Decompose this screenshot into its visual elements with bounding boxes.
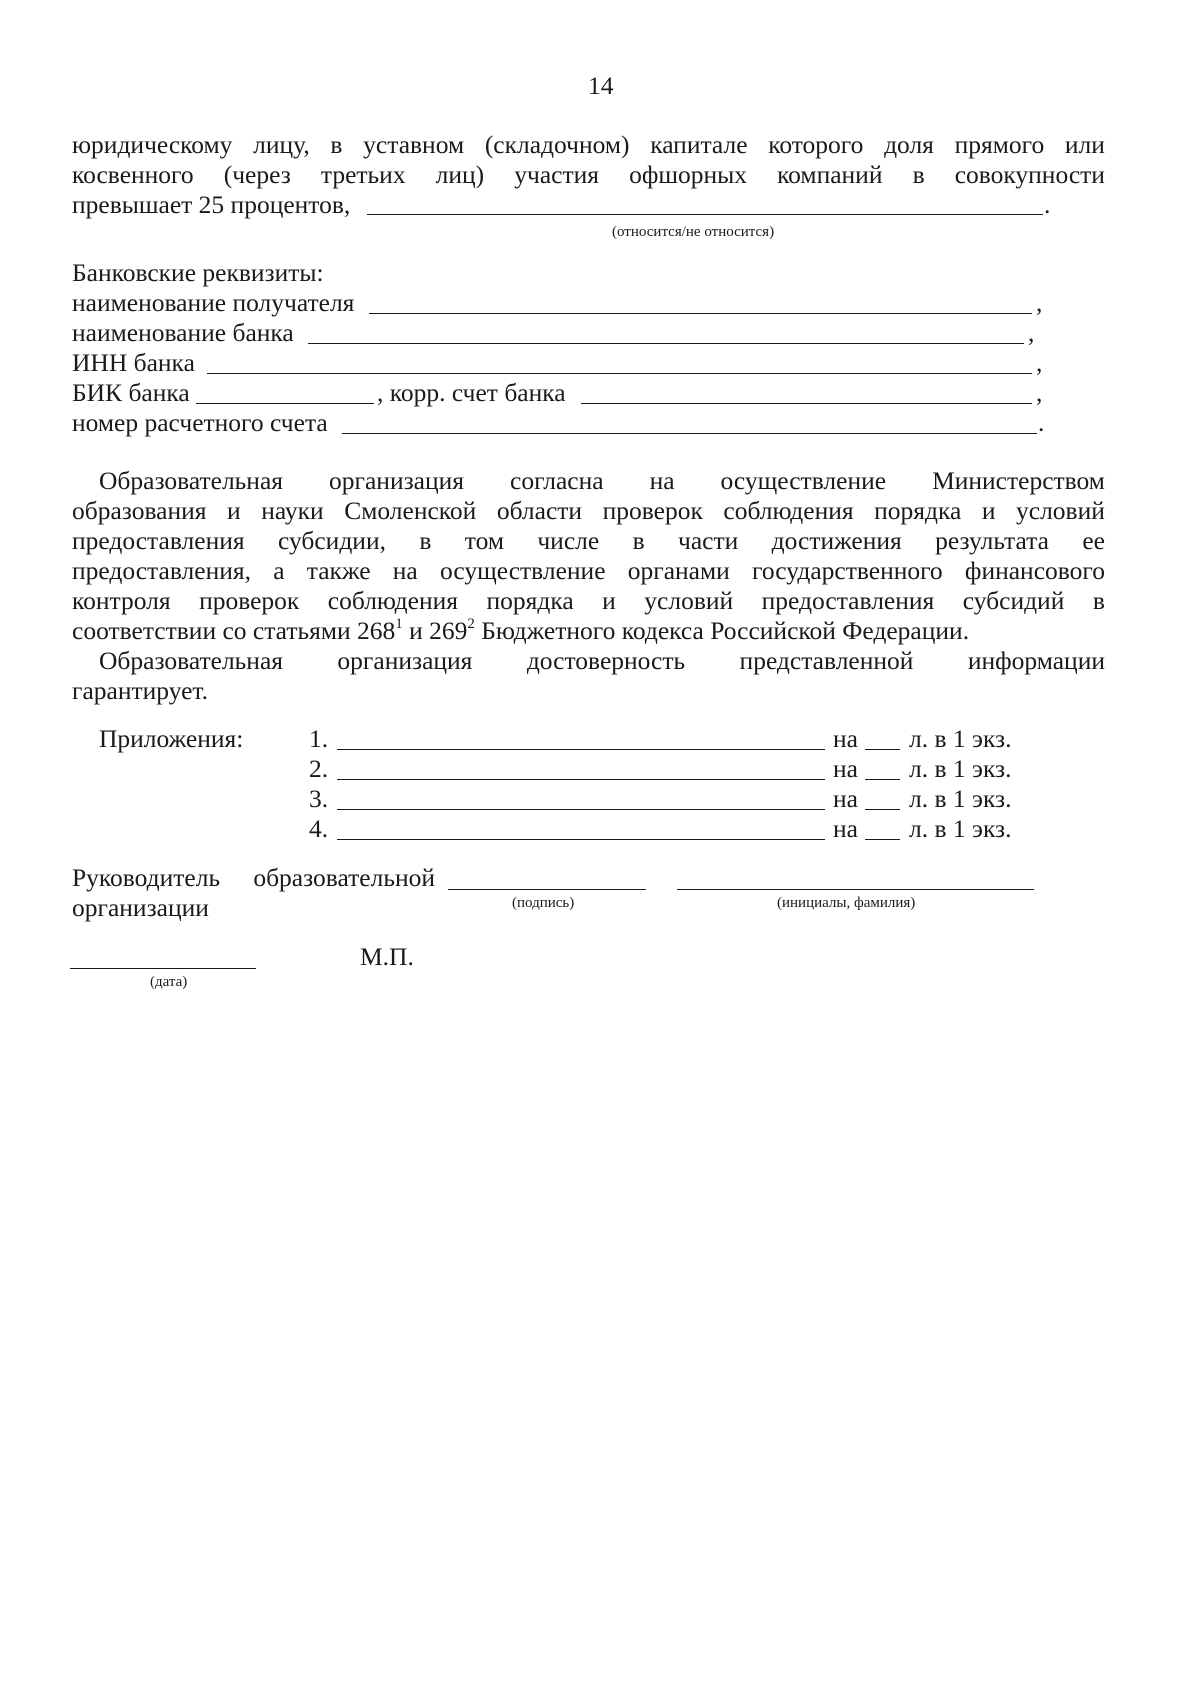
word: лицу, [253, 130, 310, 159]
word: на [392, 556, 418, 585]
word: образования [72, 496, 207, 525]
attachment-name-field[interactable] [337, 779, 825, 780]
word: органами [627, 556, 730, 585]
corr-comma: , [1036, 378, 1043, 407]
word: Руководитель [72, 863, 221, 892]
word: науки [261, 496, 324, 525]
word: условий [1016, 496, 1105, 525]
consent-line-5 [72, 585, 1105, 617]
word: проверок [199, 586, 300, 615]
attachment-suffix: л. в 1 экз. [909, 814, 1012, 843]
word: третьих [320, 160, 406, 189]
word: юридическому [72, 130, 233, 159]
corr-label: , корр. счет банка [377, 378, 566, 407]
word: соблюдения [723, 496, 854, 525]
consent-line-4 [72, 555, 1105, 587]
word: субсидий [962, 586, 1065, 615]
date-caption: (дата) [150, 974, 188, 990]
word: Образовательная [99, 646, 284, 675]
word: и [602, 586, 616, 615]
word: на [649, 466, 675, 495]
word: косвенного [72, 160, 194, 189]
word: том [464, 526, 504, 555]
word: государственного [752, 556, 943, 585]
recipient-comma: , [1036, 288, 1043, 317]
attachment-pages-field[interactable] [865, 779, 900, 780]
word: образовательной [253, 863, 435, 892]
head-title-line-2: организации [72, 893, 209, 922]
page-number: 14 [588, 71, 614, 100]
attachment-name-field[interactable] [337, 839, 825, 840]
bik-field[interactable] [196, 403, 374, 404]
word: Смоленской [344, 496, 477, 525]
word: в [632, 526, 645, 555]
word: Образовательная [99, 466, 284, 495]
word: в [330, 130, 343, 159]
name-caption: (инициалы, фамилия) [777, 895, 916, 911]
account-label: номер расчетного счета [72, 408, 328, 437]
intro-line-3-end: . [1044, 190, 1051, 219]
head-title-line-1 [72, 862, 435, 894]
attachment-number: 4. [309, 814, 329, 843]
word: которого [768, 130, 864, 159]
offshore-field[interactable] [367, 214, 1043, 215]
word: в [419, 526, 432, 555]
attachment-na: на [833, 724, 858, 753]
recipient-label: наименование получателя [72, 288, 355, 317]
bank-name-label: наименование банка [72, 318, 294, 347]
word: осуществление [439, 556, 606, 585]
word: финансового [964, 556, 1105, 585]
intro-line-2 [72, 159, 1105, 191]
attachment-suffix: л. в 1 экз. [909, 724, 1012, 753]
word: субсидии, [277, 526, 386, 555]
word: и [227, 496, 241, 525]
attachment-number: 1. [309, 724, 329, 753]
date-field[interactable] [70, 968, 256, 969]
word: осуществление [720, 466, 887, 495]
attachment-name-field[interactable] [337, 809, 825, 810]
guarantee-line-1 [99, 645, 1105, 677]
inn-label: ИНН банка [72, 348, 195, 377]
word: соблюдения [327, 586, 458, 615]
word: порядка [874, 496, 962, 525]
word: Министерством [932, 466, 1105, 495]
word: капитале [650, 130, 748, 159]
signature-caption: (подпись) [512, 895, 575, 911]
word: предоставления [72, 526, 245, 555]
word: числе [537, 526, 600, 555]
name-field[interactable] [677, 889, 1034, 890]
word: участия [514, 160, 599, 189]
inn-comma: , [1036, 348, 1043, 377]
corr-account-field[interactable] [581, 403, 1032, 404]
consent-line-1 [99, 465, 1105, 497]
bik-label: БИК банка [72, 378, 190, 407]
consent-line-3 [72, 525, 1105, 557]
word: уставном [363, 130, 465, 159]
word: компаний [777, 160, 883, 189]
attachment-suffix: л. в 1 экз. [909, 754, 1012, 783]
inn-field[interactable] [207, 373, 1032, 374]
word: также [306, 556, 371, 585]
attachment-suffix: л. в 1 экз. [909, 784, 1012, 813]
word: в [912, 160, 925, 189]
attachment-pages-field[interactable] [865, 809, 900, 810]
word: а [273, 556, 285, 585]
word: условий [644, 586, 734, 615]
word: части [678, 526, 739, 555]
word: проверок [602, 496, 703, 525]
word: достоверность [526, 646, 686, 675]
guarantee-line-2: гарантирует. [72, 676, 209, 705]
attachment-na: на [833, 814, 858, 843]
bank-name-field[interactable] [308, 343, 1024, 344]
offshore-caption: (относится/не относится) [612, 224, 775, 240]
word: результата [935, 526, 1049, 555]
word: достижения [771, 526, 902, 555]
consent-line-6: соответствии со статьями $268^1$ и $269^2$ Бюджетного кодекса Российской Федерации. [72, 615, 970, 645]
word: представленной [739, 646, 914, 675]
word: предоставления, [72, 556, 251, 585]
word: доля [884, 130, 934, 159]
intro-line-3: превышает 25 процентов, [72, 190, 351, 219]
signature-field[interactable] [448, 889, 646, 890]
account-period: . [1038, 408, 1045, 437]
attachment-na: на [833, 754, 858, 783]
word: согласна [510, 466, 604, 495]
word: в [1092, 586, 1105, 615]
bank-name-comma: , [1028, 318, 1035, 347]
word: порядка [486, 586, 574, 615]
attachment-number: 3. [309, 784, 329, 813]
stamp-label: М.П. [360, 942, 414, 971]
word: предоставления [761, 586, 935, 615]
attachments-label: Приложения: [99, 724, 244, 753]
attachment-name-field[interactable] [337, 749, 825, 750]
attachment-pages-field[interactable] [865, 749, 900, 750]
intro-line-1 [72, 129, 1105, 161]
attachment-pages-field[interactable] [865, 839, 900, 840]
word: прямого [954, 130, 1045, 159]
word: области [496, 496, 583, 525]
word: ее [1082, 526, 1105, 555]
account-field[interactable] [342, 433, 1037, 434]
word: (складочном) [484, 130, 630, 159]
word: (через [223, 160, 291, 189]
word: совокупности [954, 160, 1105, 189]
attachment-na: на [833, 784, 858, 813]
attachment-number: 2. [309, 754, 329, 783]
word: контроля [72, 586, 171, 615]
word: или [1064, 130, 1105, 159]
word: организация [337, 646, 473, 675]
recipient-field[interactable] [369, 313, 1032, 314]
word: лиц) [435, 160, 485, 189]
consent-line-2 [72, 495, 1105, 527]
word: организация [329, 466, 464, 495]
word: информации [967, 646, 1105, 675]
word: офшорных [629, 160, 747, 189]
bank-heading: Банковские реквизиты: [72, 258, 324, 287]
word: и [981, 496, 996, 525]
